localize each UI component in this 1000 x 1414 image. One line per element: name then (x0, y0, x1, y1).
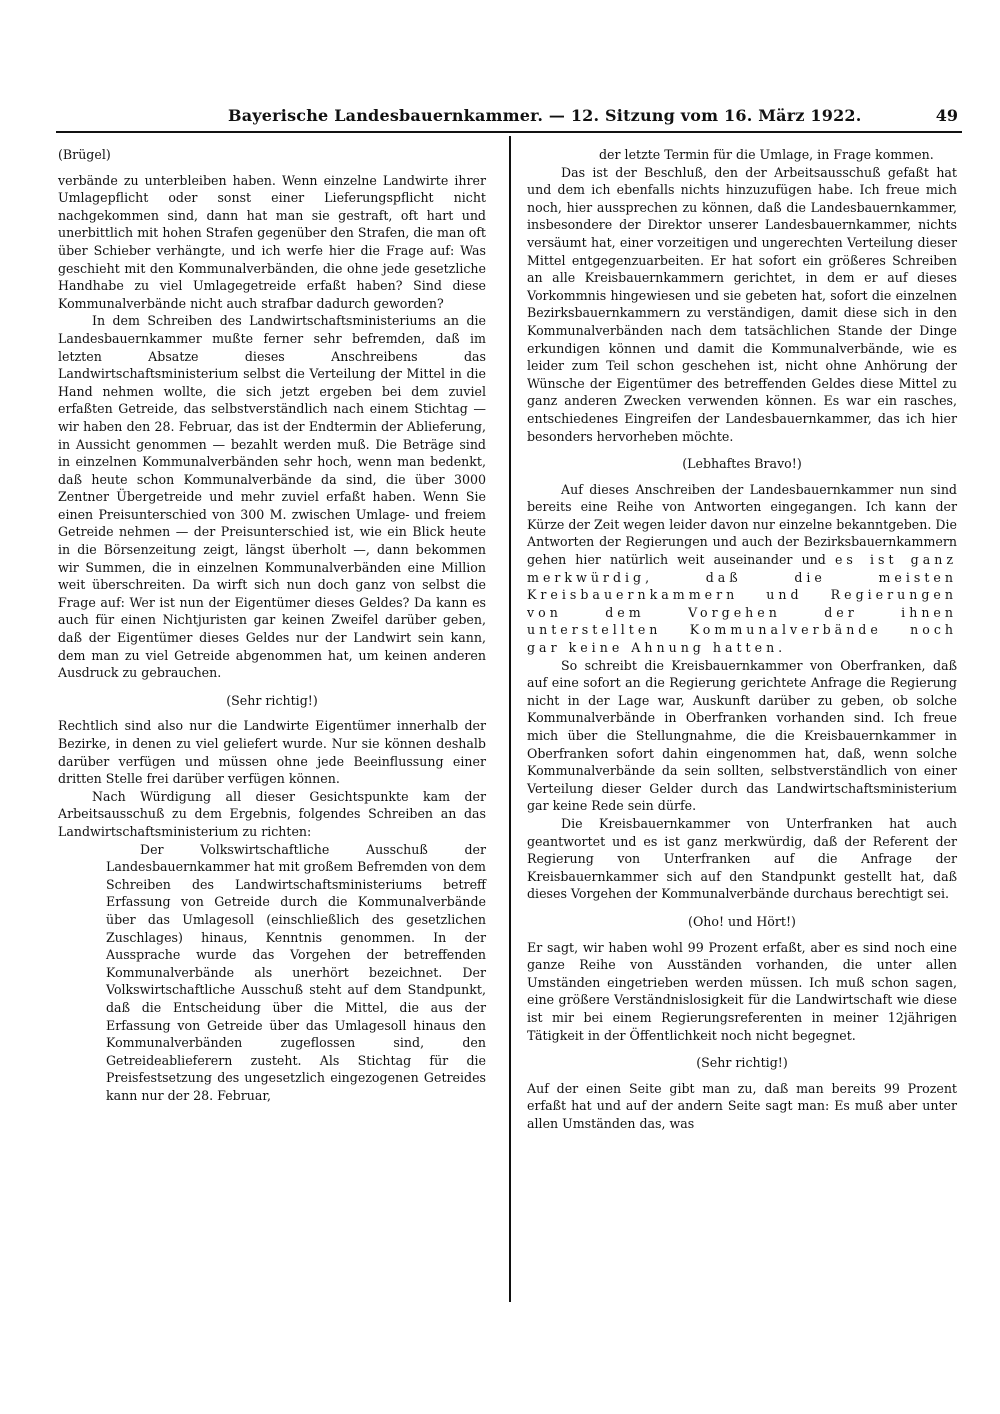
interjection: (Sehr richtig!) (696, 1055, 788, 1071)
quoted-resolution-continued: der letzte Termin für die Umlage, in Frage kommen. (599, 147, 934, 162)
paragraph: Auf der einen Seite gibt man zu, daß man bereits 99 Prozent erfaßt hat und auf der andern Seite sagt man: Es muß aber unter allen Umständen das, was (527, 1080, 957, 1131)
right-column (527, 146, 957, 1132)
paragraph: Das ist der Beschluß, den der Arbeitsausschuß gefaßt hat und dem ich ebenfalls nichts hinzuzufügen habe. Ich freue mich noch, hier aussprechen zu können, daß die Landesbauernkammer, insbesondere der Direktor unserer Landesbauernkammer, nichts versäumt hat, einer vorzeitigen und ungerechten Verteilung dieser Mittel entgegenzuarbeiten. Er hat sofort ein größeres Schreiben an alle Kreisbauernkammern gerichtet, in dem er auf dieses Vorkommnis hingewiesen und sie gebeten hat, sofort die einzelnen Bezirksbauernkammern zu verständigen, damit diese sich in den Kommunalverbänden nach dem tatsächlichen Stande der Dinge erkundigen können und damit die Kommunalverbände, wie es leider zum Teil schon geschehen ist, nicht ohne Anhörung der Wünsche der Eigentümer des betreffenden Geldes diese Mittel zu ganz anderen Zwecken verwenden können. Es war ein rasches, entschiedenes Eingreifen der Landesbauernkammer, das ich hier besonders hervorheben möchte. (527, 164, 957, 444)
header-rule (56, 131, 962, 133)
page-number: 49 (935, 106, 958, 125)
column-divider (509, 136, 511, 1302)
paragraph-text: Auf dieses Anschreiben der Landesbauernkammer nun sind bereits eine Reihe von Antworten eingegangen. Ich kann der Kürze der Zeit wegen leider davon nur einzelne bekanntgeben. Die Antworten der Regierungen und auch der Bezirksbauernkammern gehen hier natürlich weit auseinander und (527, 481, 957, 568)
paragraph: In dem Schreiben des Landwirtschaftsministeriums an die Landesbauernkammer mußte ferner sehr befremden, daß im letzten Absatze dieses Anschreibens das Landwirtschaftsministerium selbst die Verteilung der Mittel in die Hand nehmen wollte, die sich jetzt ergeben bei dem zuviel erfaßten Getreide, das selbstverständlich nach einem Stichtag — wir haben den 28. Februar, das ist der Endtermin der Ablieferung, in Aussicht genommen — bezahlt werden muß. Die Beträge sind in einzelnen Kommunalverbänden sehr hoch, wenn man bedenkt, daß heute schon Kommunalverbände da sind, die über 3000 Zentner Übergetreide und mehr zuviel erfaßt haben. Wenn Sie einen Preisunterschied von 300 M. zwischen Umlage- und freiem Getreide nehmen — der Preisunterschied ist, wie ein Blick heute in die Börsenzeitung zeigt, längst überholt —, dann bekommen wir Summen, die in einzelnen Kommunalverbänden eine Million weit überschreiten. Da wirft sich nun doch ganz von selbst die Frage auf: Wer ist nun der Eigentümer dieses Geldes? Da kann es auch für einen Nichtjuristen gar keinen Zweifel darüber geben, daß der Eigentümer dieses Geldes nur der Landwirt sein kann, dem man zu viel Getreide abgenommen hat, um keinen anderen Ausdruck zu gebrauchen. (58, 313, 486, 681)
quoted-resolution: Der Volkswirtschaftliche Ausschuß der Landesbauernkammer hat mit großem Befremden von dem Schreiben des Landwirtschaftsministeriums betreff Erfassung von Getreide durch die Kommunalverbände über das Umlagesoll (einschließlich des gesetzlichen Zuschlages) hinaus, Kenntnis genommen. In der Aussprache wurde das Vorgehen der betreffenden Kommunalverbände als unerhört bezeichnet. Der Volkswirtschaftliche Ausschuß steht auf dem Standpunkt, daß die Entscheidung über die Mittel, die aus der Erfassung von Getreide über das Umlagesoll hinaus den Kommunalverbänden zugeflossen sind, den Getreideablieferern zusteht. Als Stichtag für die Preisfestsetzung des ungesetzlich eingezogenen Getreides kann nur der 28. Februar, (106, 841, 486, 1103)
paragraph (527, 481, 957, 657)
paragraph: Nach Würdigung all dieser Gesichtspunkte kam der Arbeitsausschuß zu dem Ergebnis, folgendes Schreiben an das Landwirtschaftsministerium zu richten: (58, 788, 486, 839)
paragraph: Rechtlich sind also nur die Landwirte Eigentümer innerhalb der Bezirke, in denen zu viel geliefert wurde. Nur sie können deshalb darüber verfügen und müssen ohne jede Beeinflussung einer dritten Stelle frei darüber verfügen können. (58, 718, 486, 787)
interjection: (Oho! und Hört!) (688, 913, 796, 929)
spaced-emphasis: es ist ganz merkwürdig, daß die meisten Kreisbauernkammern und Regierungen von dem Vorgehen der ihnen unterstellten Kommunalverbände noch gar keine Ahnung hatten. (527, 552, 957, 656)
header-title: Bayerische Landesbauernkammer. — 12. Sitzung vom 16. März 1922. (228, 106, 862, 125)
interjection: (Sehr richtig!) (226, 692, 318, 708)
left-column (58, 146, 486, 1104)
interjection: (Lebhaftes Bravo!) (682, 456, 802, 472)
paragraph: Die Kreisbauernkammer von Unterfranken hat auch geantwortet und es ist ganz merkwürdig, daß der Referent der Regierung von Unterfranken auf die Anfrage der Kreisbauernkammer sich auf den Standpunkt gestellt hat, daß dieses Vorgehen der Kommunalverbände durchaus berechtigt sei. (527, 815, 957, 902)
paragraph: verbände zu unterbleiben haben. Wenn einzelne Landwirte ihrer Umlagepflicht oder sonst einer Lieferungspflicht nicht nachgekommen sind, dann hat man sie gestraft, oft hart und unerbittlich mit hohen Strafen gegenüber den Strafen, die man oft über Schieber verhängte, und ich werfe hier die Frage auf: Was geschieht mit den Kommunalverbänden, die ohne jede gesetzliche Handhabe zu viel Umlagegetreide erfaßt haben? Sind diese Kommunalverbände nicht auch strafbar dadurch geworden? (58, 172, 486, 311)
speaker-name: (Brügel) (58, 147, 111, 162)
paragraph: So schreibt die Kreisbauernkammer von Oberfranken, daß auf eine sofort an die Regierung gerichtete Anfrage die Regierung nicht in der Lage war, Auskunft darüber zu geben, ob solche Kommunalverbände in Oberfranken vorhanden sind. Ich freue mich über die Stellungnahme, die die Kreisbauernkammer in Oberfranken sofort dahin eingenommen hat, daß, wenn solche Kommunalverbände da sein sollten, selbstverständlich von einer Verteilung dieser Gelder durch das Landwirtschaftsministerium gar keine Rede sein dürfe. (527, 657, 957, 814)
paragraph: Er sagt, wir haben wohl 99 Prozent erfaßt, aber es sind noch eine ganze Reihe von Ausständen vorhanden, die unter allen Umständen eingetrieben werden müssen. Ich muß schon sagen, eine größere Verständnislosigkeit für die Landwirtschaft wie diese ist mir bei einem Regierungsreferenten in meiner 12jährigen Tätigkeit in der Öffentlichkeit noch nicht begegnet. (527, 939, 957, 1043)
running-header (56, 106, 960, 128)
